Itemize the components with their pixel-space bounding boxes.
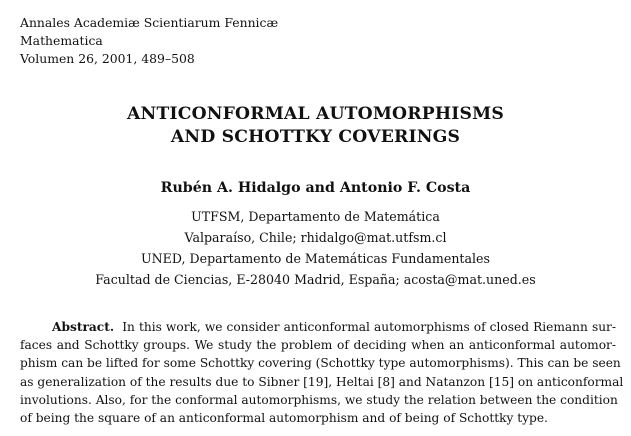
- abstract-line-2: faces and Schottky groups. We study the problem of deciding when an anticonformal automor-: [20, 338, 616, 353]
- journal-volume: Volumen 26, 2001, 489–508: [20, 51, 195, 66]
- paper-title: [0, 103, 631, 149]
- abstract-line-4: as generalization of the results due to Sibner [19], Heltai [8] and Natanzon [15] on anticonformal: [20, 374, 624, 389]
- affiliation-line-4: Facultad de Ciencias, E-28040 Madrid, España; acosta@mat.uned.es: [95, 272, 536, 287]
- journal-header: [20, 14, 278, 68]
- title-line-2: AND SCHOTTKY COVERINGS: [170, 127, 461, 147]
- affiliation-line-3: UNED, Departamento de Matemáticas Fundamentales: [141, 251, 490, 266]
- abstract-line-5: involutions. Also, for the conformal automorphisms, we study the relation between the condition: [20, 392, 618, 407]
- abstract-text-1: In this work, we consider anticonformal automorphisms of closed Riemann sur-: [122, 320, 616, 334]
- abstract-line-6: of being the square of an anticonformal automorphism and of being of Schottky type.: [20, 410, 548, 425]
- journal-name: Annales Academiæ Scientiarum Fennicæ: [20, 15, 279, 30]
- title-line-1: ANTICONFORMAL AUTOMORPHISMS: [127, 104, 504, 124]
- abstract-line-1: [20, 318, 616, 336]
- abstract-line-3: phism can be lifted for some Schottky covering (Schottky type automorphisms). This can be seen: [20, 356, 621, 371]
- abstract: [20, 318, 624, 427]
- affiliation-line-1: UTFSM, Departamento de Matemática: [191, 209, 440, 224]
- abstract-label: Abstract.: [52, 320, 115, 334]
- affiliation-line-2: Valparaíso, Chile; rhidalgo@mat.utfsm.cl: [184, 230, 447, 245]
- journal-series: Mathematica: [20, 33, 103, 48]
- authors: Rubén A. Hidalgo and Antonio F. Costa: [160, 180, 471, 196]
